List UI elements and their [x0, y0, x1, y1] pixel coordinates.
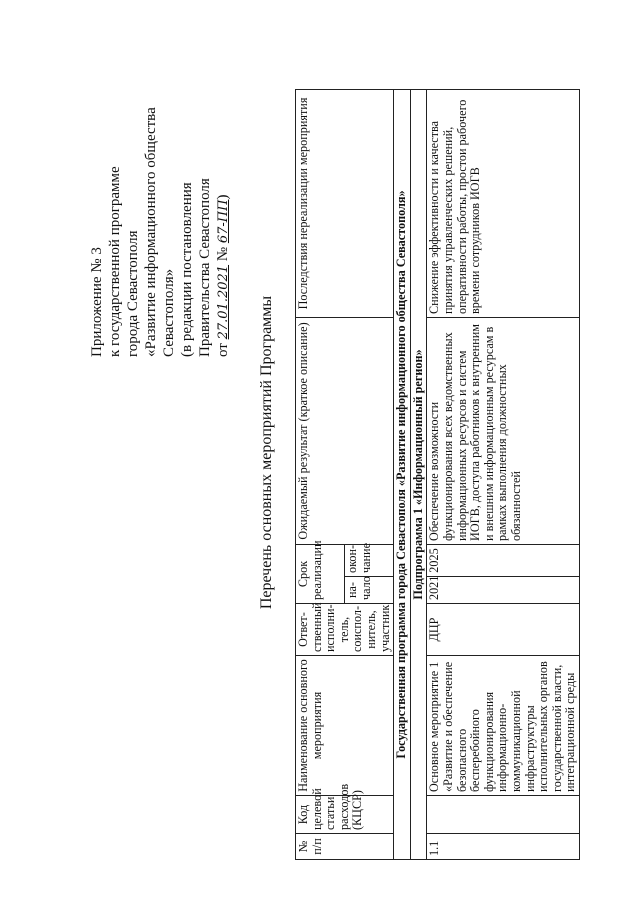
- header-consequences: Последствия нереализации мероприятия: [296, 89, 394, 317]
- handwritten-date: 27.01.2021: [216, 264, 231, 340]
- approval-date-line: от 27.01.2021 № 67-ПП): [215, 194, 231, 357]
- cell-end: 2025: [427, 544, 580, 576]
- header-period-end: окон-чание: [345, 544, 394, 576]
- header-period-start: на-чало: [345, 577, 394, 604]
- cell-consequences: Снижение эффективности и качества принятия управленческих решений, оперативности работы, простои рабочего времени сотрудников ИОГВ: [427, 89, 580, 317]
- header-period: Срок реализации: [296, 544, 345, 603]
- cell-responsible: ДЦР: [427, 604, 580, 656]
- document-title: Перечень основных мероприятий Программы: [258, 295, 275, 610]
- cell-num: 1.1: [427, 834, 580, 860]
- approval-block: [88, 57, 233, 357]
- number-prefix: №: [215, 246, 231, 262]
- header-num: № п/п: [296, 834, 394, 860]
- approval-line: «Развитие информационного общества: [143, 107, 159, 357]
- header-code: Код целевой статьи расходов (КЦСР): [296, 796, 394, 834]
- cell-result: Обеспечение возможности функционирования всех ведомственных информационных ресурсов и систем ИОГВ, доступа работников к внутренним и внешним информационным ресурсам в рамках выполнения должностных обязанностей: [427, 317, 580, 544]
- approval-line: города Севастополя: [125, 230, 141, 357]
- handwritten-number: 67-ПП: [216, 199, 231, 244]
- approval-line: (в редакции постановления: [179, 182, 195, 357]
- header-responsible: Ответ-ственный исполни-тель, соиспол-нитель, участник: [296, 604, 394, 656]
- header-name: Наименование основного мероприятия: [296, 656, 394, 796]
- table-row: [427, 89, 580, 859]
- subprogram-row: Подпрограмма 1 «Информационный регион»: [410, 89, 427, 859]
- approval-line: Правительства Севастополя: [197, 178, 213, 357]
- cell-start: 2021: [427, 577, 580, 604]
- measures-table: [295, 89, 580, 860]
- program-row: Государственная программа города Севастополя «Развитие информационного общества Севастополя»: [394, 89, 411, 859]
- cell-name: Основное мероприятие 1 «Развитие и обеспечение безопасного бесперебойного функционирования информационно-коммуникационной инфраструктуры исполнительных органов государственной власти, интеграционной среды: [427, 656, 580, 796]
- approval-line: Приложение № 3: [89, 247, 105, 357]
- cell-code: [427, 796, 580, 834]
- date-prefix: от: [215, 343, 231, 357]
- approval-line: Севастополя»: [161, 268, 177, 357]
- approval-line: к государственной программе: [107, 166, 123, 357]
- header-result: Ожидаемый результат (краткое описание): [296, 317, 394, 544]
